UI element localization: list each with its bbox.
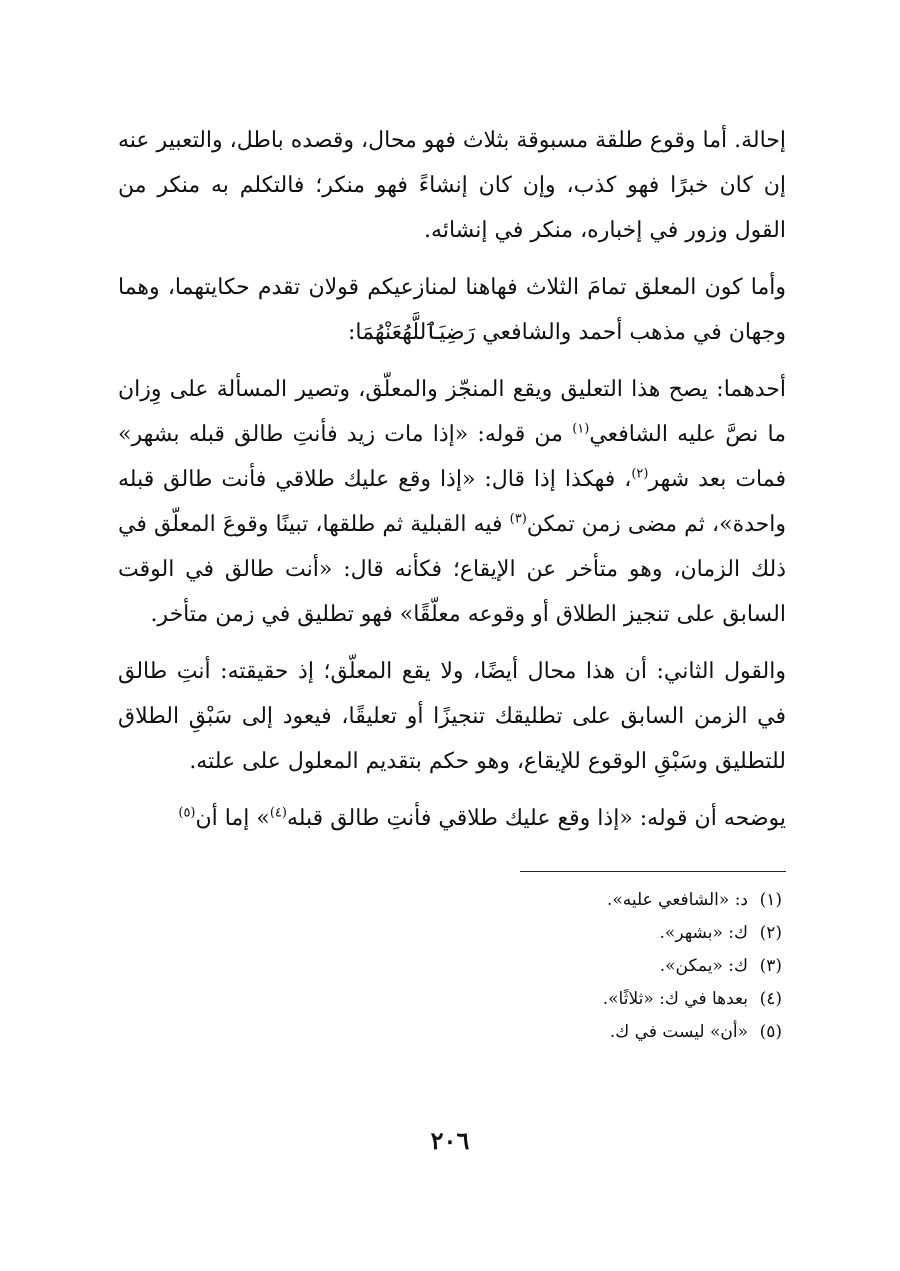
paragraph-text: وأما كون المعلق تمامَ الثلاث فهاهنا لمنازعيكم قولان تقدم حكايتهما، وهما وجهان في مذهب أحمد والشافعي رَضِيَٱللَّهُعَنْهُمَا:: [118, 275, 786, 345]
footnote-text: ك: «بشهر».: [659, 923, 748, 943]
footnote-number: (٤): [759, 989, 782, 1009]
paragraph: [118, 367, 786, 637]
page-body: [118, 118, 786, 1049]
footnote-marker[interactable]: (١): [572, 421, 590, 437]
main-text: [118, 118, 786, 841]
paragraph-text: يوضحه أن قوله: «إذا وقع عليك طلاقي فأنتِ طالق قبله: [286, 806, 786, 831]
paragraph: [118, 265, 786, 355]
paragraph-text: إحالة. أما وقوع طلقة مسبوقة بثلاث فهو محال، وقصده باطل، والتعبير عنه إن كان خبرًا فهو كذب، وإن كان إنشاءً فهو منكر؛ فالتكلم به منكر من القول وزور في إخباره، منكر في إنشائه.: [118, 128, 786, 243]
footnote-number: (١): [759, 890, 782, 910]
footnote: [118, 884, 786, 917]
page-number: ٢٠٦: [430, 1126, 470, 1155]
footnote-marker[interactable]: (٢): [631, 466, 649, 482]
footnote: [118, 983, 786, 1016]
paragraph-text: والقول الثاني: أن هذا محال أيضًا، ولا يقع المعلّق؛ إذ حقيقته: أنتِ طالق في الزمن السابق على تطليقك تنجيزًا أو تعليقًا، فيعود إلى سَبْقِ الطلاق للتطليق وسَبْقِ الوقوع للإيقاع، وهو حكم بتقديم المعلول على علته.: [118, 659, 786, 774]
paragraph-text: أحدهما: يصح هذا التعليق ويقع المنجّز والمعلّق، وتصير المسألة على وِزان ما نصَّ عليه الشافعي: [118, 377, 786, 447]
footnote-marker[interactable]: (٥): [178, 805, 196, 821]
footnote-marker[interactable]: (٤): [269, 805, 287, 821]
paragraph: [118, 796, 786, 841]
footnote: [118, 950, 786, 983]
paragraph-text: من قوله: «إذا مات زيد فأنتِ طالق قبله بشهر» فمات بعد شهر: [118, 422, 786, 492]
footnote-list: [118, 884, 786, 1049]
footnote: [118, 917, 786, 950]
footnote-text: ك: «يمكن».: [659, 956, 748, 976]
footnote-text: د: «الشافعي عليه».: [606, 890, 748, 910]
footnote-divider: [520, 871, 786, 872]
footnote-text: بعدها في ك: «ثلاثًا».: [602, 989, 748, 1009]
paragraph: [118, 649, 786, 784]
paragraph: [118, 118, 786, 253]
paragraph-text: فيه القبلية ثم طلقها، تبينًا وقوعَ المعلّق في ذلك الزمان، وهو متأخر عن الإيقاع؛ فكأنه قال: «أنت طالق في الوقت السابق على تنجيز الطلاق أو وقوعه معلّقًا» فهو تطليق في زمن متأخر.: [118, 512, 786, 627]
footnote-text: «أن» ليست في ك.: [609, 1022, 748, 1042]
footnote: [118, 1016, 786, 1049]
paragraph-text: » إما أن: [195, 806, 270, 831]
footnote-number: (٢): [759, 923, 782, 943]
footnote-number: (٥): [759, 1022, 782, 1042]
paragraph-text: ، فهكذا إذا قال: «إذا وقع عليك طلاقي فأنت طالق قبله واحدة»، ثم مضى زمن تمكن: [118, 467, 786, 537]
footnote-marker[interactable]: (٣): [509, 511, 527, 527]
footnote-number: (٣): [759, 956, 782, 976]
